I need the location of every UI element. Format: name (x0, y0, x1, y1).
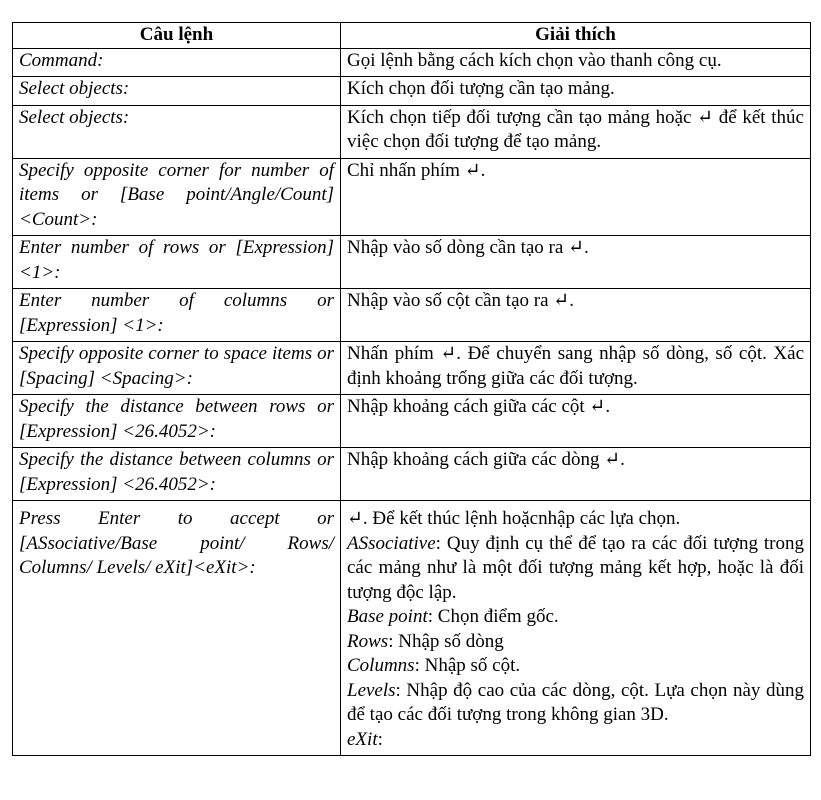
table-row (13, 236, 811, 289)
explanation-cell: Kích chọn đối tượng cần tạo mảng. (341, 77, 811, 106)
option-associative (347, 532, 804, 606)
option-name: Base point (347, 606, 428, 627)
explanation-cell: Nhập vào số dòng cần tạo ra ↵. (341, 236, 811, 289)
option-text: : Nhập số cột. (414, 655, 521, 676)
explanation-cell: Kích chọn tiếp đối tượng cần tạo mảng hoặc ↵ để kết thúc việc chọn đối tượng để tạo mảng. (341, 105, 811, 158)
option-name: ASsociative (347, 532, 436, 554)
explanation-cell: Nhập khoảng cách giữa các dòng ↵. (341, 448, 811, 501)
options-intro: ↵. Để kết thúc lệnh hoặcnhập các lựa chọn. (347, 508, 681, 529)
table-row (13, 342, 811, 395)
command-cell: Select objects: (13, 105, 341, 158)
option-text: : Nhập số dòng (388, 630, 504, 652)
table-row (13, 448, 811, 501)
command-cell: Specify opposite corner to space items or [Spacing] <Spacing>: (13, 342, 341, 395)
header-row (13, 23, 811, 49)
option-text: : Quy định cụ thể để tạo ra các đối tượng trong các mảng như là một đối tượng mảng kết hợp, hoặc là đối tượng độc lập. (347, 532, 804, 603)
option-exit (347, 728, 804, 753)
command-cell: Specify opposite corner for number of items or [Base point/Angle/Count] <Count>: (13, 158, 341, 236)
option-levels (347, 679, 804, 728)
command-cell: Enter number of rows or [Expression] <1>: (13, 236, 341, 289)
option-text: : (377, 728, 383, 750)
explanation-cell: Chỉ nhấn phím ↵. (341, 158, 811, 236)
table-row (13, 289, 811, 342)
command-cell: Select objects: (13, 77, 341, 106)
header-explanation: Giải thích (341, 23, 811, 49)
table-row (13, 77, 811, 106)
option-name: eXit (347, 728, 378, 750)
table-row (13, 48, 811, 77)
command-cell: Specify the distance between columns or [Expression] <26.4052>: (13, 448, 341, 501)
table-row (13, 158, 811, 236)
command-table (12, 22, 811, 756)
option-name: Columns (347, 655, 415, 676)
explanation-cell: Nhấn phím ↵. Để chuyển sang nhập số dòng, số cột. Xác định khoảng trống giữa các đối tượng. (341, 342, 811, 395)
explanation-cell: Nhập khoảng cách giữa các cột ↵. (341, 395, 811, 448)
option-columns (347, 654, 804, 679)
explanation-cell-options (341, 501, 811, 756)
command-cell: Press Enter to accept or [ASsociative/Base point/ Rows/ Columns/ Levels/ eXit]<eXit>: (13, 501, 341, 756)
option-name: Rows (347, 630, 389, 652)
command-cell: Specify the distance between rows or [Expression] <26.4052>: (13, 395, 341, 448)
table-row (13, 395, 811, 448)
command-cell: Enter number of columns or [Expression] <1>: (13, 289, 341, 342)
table-row-final (13, 501, 811, 756)
explanation-cell: Gọi lệnh bằng cách kích chọn vào thanh công cụ. (341, 48, 811, 77)
option-text: : Nhập độ cao của các dòng, cột. Lựa chọn này dùng để tạo các đối tượng trong không gian 3D. (347, 679, 804, 725)
option-text: : Chọn điểm gốc. (427, 606, 559, 627)
option-base-point (347, 605, 804, 630)
command-cell: Command: (13, 48, 341, 77)
option-rows (347, 630, 804, 655)
header-command: Câu lệnh (13, 23, 341, 49)
option-name: Levels (347, 679, 396, 701)
table-row (13, 105, 811, 158)
explanation-cell: Nhập vào số cột cần tạo ra ↵. (341, 289, 811, 342)
